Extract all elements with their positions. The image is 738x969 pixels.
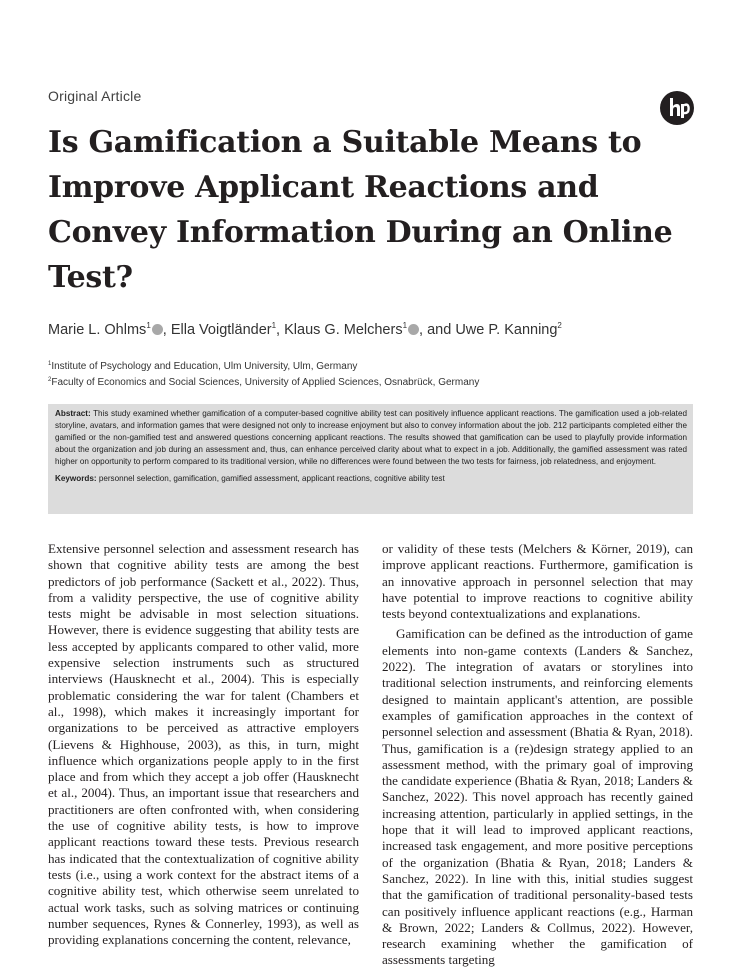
author-separator: , (276, 322, 285, 338)
keywords (55, 473, 687, 485)
affiliation-marker: 1 (48, 361, 52, 367)
article-type: Original Article (48, 88, 142, 104)
author-affiliation-marker: 1 (146, 321, 151, 330)
body-paragraph: Extensive personnel selection and assessment research has shown that cognitive ability tests are among the best predictors of job performance (Sackett et al., 2022). Thus, from a validity perspective, the use of cognitive ability tests might be advisable in most selection situations. However, there is evidence suggesting that ability tests are less accepted by applicants compared to other valid, more expensive selection instruments such as structured interviews (Hausknecht et al., 2004). This is especially problematic considering the war for talent (Chambers et al., 1998), which makes it increasingly important for organizations to be perceived as attractive employers (Lievens & Highhouse, 2003), as this, in turn, might influence which organizations people apply to in the first place and from which they accept a job offer (Hausknecht et al., 2004). Thus, an important issue that researchers and practitioners are often confronted with, when considering the use of cognitive ability tests, is how to improve applicant reactions toward these tests. Previous research has indicated that the contextualization of cognitive ability tests (i.e., using a work context for the abstract items of a cognitive ability test, which otherwise seem unrelated to actual work tasks, such as solving matrices or continuing number sequences, Rynes & Connerley, 1993), as well as providing explanations concerning the content, relevance, (48, 541, 359, 948)
keywords-text: personnel selection, gamification, gamified assessment, applicant reactions, cognitive ability test (98, 474, 445, 484)
author-affiliation-marker: 2 (557, 321, 562, 330)
affiliation-marker: 2 (48, 377, 52, 383)
author-name: Uwe P. Kanning (455, 322, 558, 338)
article-title: Is Gamification a Suitable Means to Improve Applicant Reactions and Convey Information During an Online Test? (48, 125, 673, 295)
abstract-text: This study examined whether gamification of a computer-based cognitive ability test can positively influence applicant reactions. The gamification used a job-related storyline, avatars, and information games that were designed not only to increase enjoyment but also to convey information about the job. 212 participants completed either the gamified or the non-gamified test and answered questions concerning applicant reactions. The results showed that gamification can be used to playfully provide information about the organization and job during an assessment and, thus, can enhance perceived clarity about what to expect in a job. Additionally, the gamified assessment was rated higher on opportunity to perform compared to its traditional version, while no differences were found between the two tests for fairness, job relatedness, and enjoyment. (55, 409, 687, 467)
orcid-icon[interactable] (152, 324, 163, 335)
author-affiliation-marker: 1 (402, 321, 408, 330)
author-name: Ella Voigtländer (170, 322, 272, 338)
abstract-box (48, 404, 693, 514)
abstract (55, 408, 687, 468)
author-name: Klaus G. Melchers (284, 322, 403, 338)
author-affiliation-marker: 1 (271, 321, 277, 330)
orcid-icon[interactable] (408, 324, 419, 335)
body-column-left (48, 541, 359, 948)
body-paragraph: or validity of these tests (Melchers & Körner, 2019), can improve applicant reactions. Furthermore, gamification is an innovative approach in personnel selection that may have potential to improve reactions to cognitive ability tests beyond contextualizations and explanations. (382, 541, 693, 622)
author-separator: , and (419, 322, 456, 338)
author-name: Marie L. Ohlms (48, 322, 147, 338)
author-separator: , (162, 322, 171, 338)
body-paragraph: Gamification can be defined as the introduction of game elements into non-game contexts (Landers & Sanchez, 2022). The integration of avatars or storylines into traditional selection instruments, and reinforcing elements designed to maintain applicant's attention, are possible examples of gamification approaches in the context of personnel selection and assessment (Bhatia & Ryan, 2018). Thus, gamification is a (re)design strategy applied to an assessment method, with the primary goal of improving the candidate experience (Bhatia & Ryan, 2018; Landers & Sanchez, 2022). This novel approach has recently gained increasing attention, particularly in applied settings, in the hope that it will lead to improved applicant reactions, increased task engagement, and more positive perceptions of the organization (Bhatia & Ryan, 2018; Landers & Sanchez, 2022). In line with this, initial studies suggest that the gamification of traditional personality-based tests can positively influence applicant reactions (e.g., Harman & Brown, 2022; Landers & Collmus, 2022). However, research examining whether the gamification of assessments targeting (382, 626, 693, 968)
body-column-right (382, 541, 693, 969)
affiliation-2 (48, 377, 708, 388)
keywords-label: Keywords: (55, 474, 97, 484)
author-list (48, 322, 708, 338)
affiliation-text: Institute of Psychology and Education, Ulm University, Ulm, Germany (51, 361, 358, 372)
affiliation-1 (48, 361, 708, 372)
affiliation-text: Faculty of Economics and Social Sciences, University of Applied Sciences, Osnabrück, Germany (51, 377, 480, 388)
abstract-label: Abstract: (55, 409, 91, 418)
